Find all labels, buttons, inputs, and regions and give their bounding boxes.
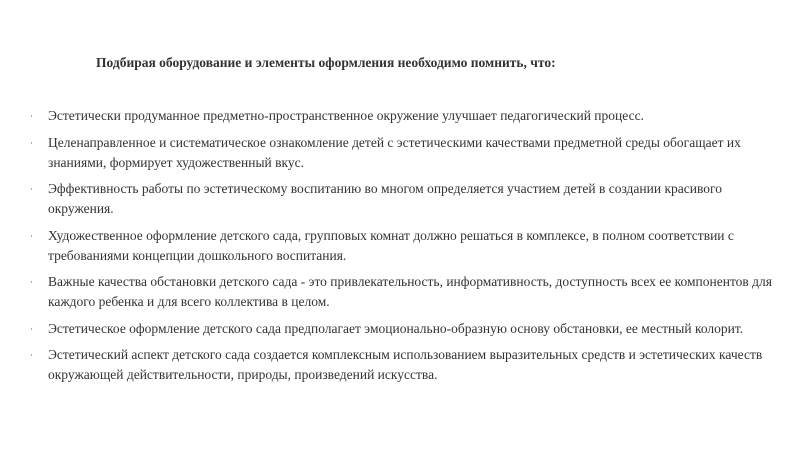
list-item xyxy=(30,106,775,126)
bullet-marker: · xyxy=(30,350,33,360)
list-item xyxy=(30,319,775,339)
bullet-text: Эффективность работы по эстетическому воспитанию во многом определяется участием детей в создании красивого окружения. xyxy=(48,181,722,216)
bullet-text: Важные качества обстановки детского сада - это привлекательность, информативность, доступность всех ее компонентов для каждого ребенка и для всего коллектива в целом. xyxy=(48,274,772,309)
bullet-list xyxy=(30,106,775,392)
list-item xyxy=(30,133,775,173)
bullet-text: Эстетический аспект детского сада создается комплексным использованием выразительных средств и эстетических качеств окружающей действительности, природы, произведений искусства. xyxy=(48,347,763,382)
bullet-marker: · xyxy=(30,323,33,334)
bullet-marker: · xyxy=(30,111,33,121)
bullet-text: Эстетически продуманное предметно-пространственное окружение улучшает педагогический процесс. xyxy=(48,108,644,123)
bullet-text: Эстетическое оформление детского сада предполагает эмоционально-образную основу обстановки, ее местный колорит. xyxy=(48,320,744,336)
bullet-marker: · xyxy=(30,277,33,287)
bullet-marker: · xyxy=(30,137,33,148)
list-item xyxy=(30,226,775,266)
bullet-marker: · xyxy=(30,184,33,194)
list-item xyxy=(30,345,775,385)
slide-title: Подбирая оборудование и элементы оформления необходимо помнить, что: xyxy=(96,55,556,70)
list-item xyxy=(30,272,775,312)
bullet-text: Художественное оформление детского сада, групповых комнат должно решаться в комплексе, в полном соответствии с требованиями концепции дошкольного воспитания. xyxy=(48,227,734,263)
bullet-marker: · xyxy=(30,230,33,241)
bullet-text: Целенаправленное и систематическое ознакомление детей с эстетическими качествами предметной среды обогащает их знаниями, формирует художественный вкус. xyxy=(48,134,741,170)
list-item xyxy=(30,179,775,219)
